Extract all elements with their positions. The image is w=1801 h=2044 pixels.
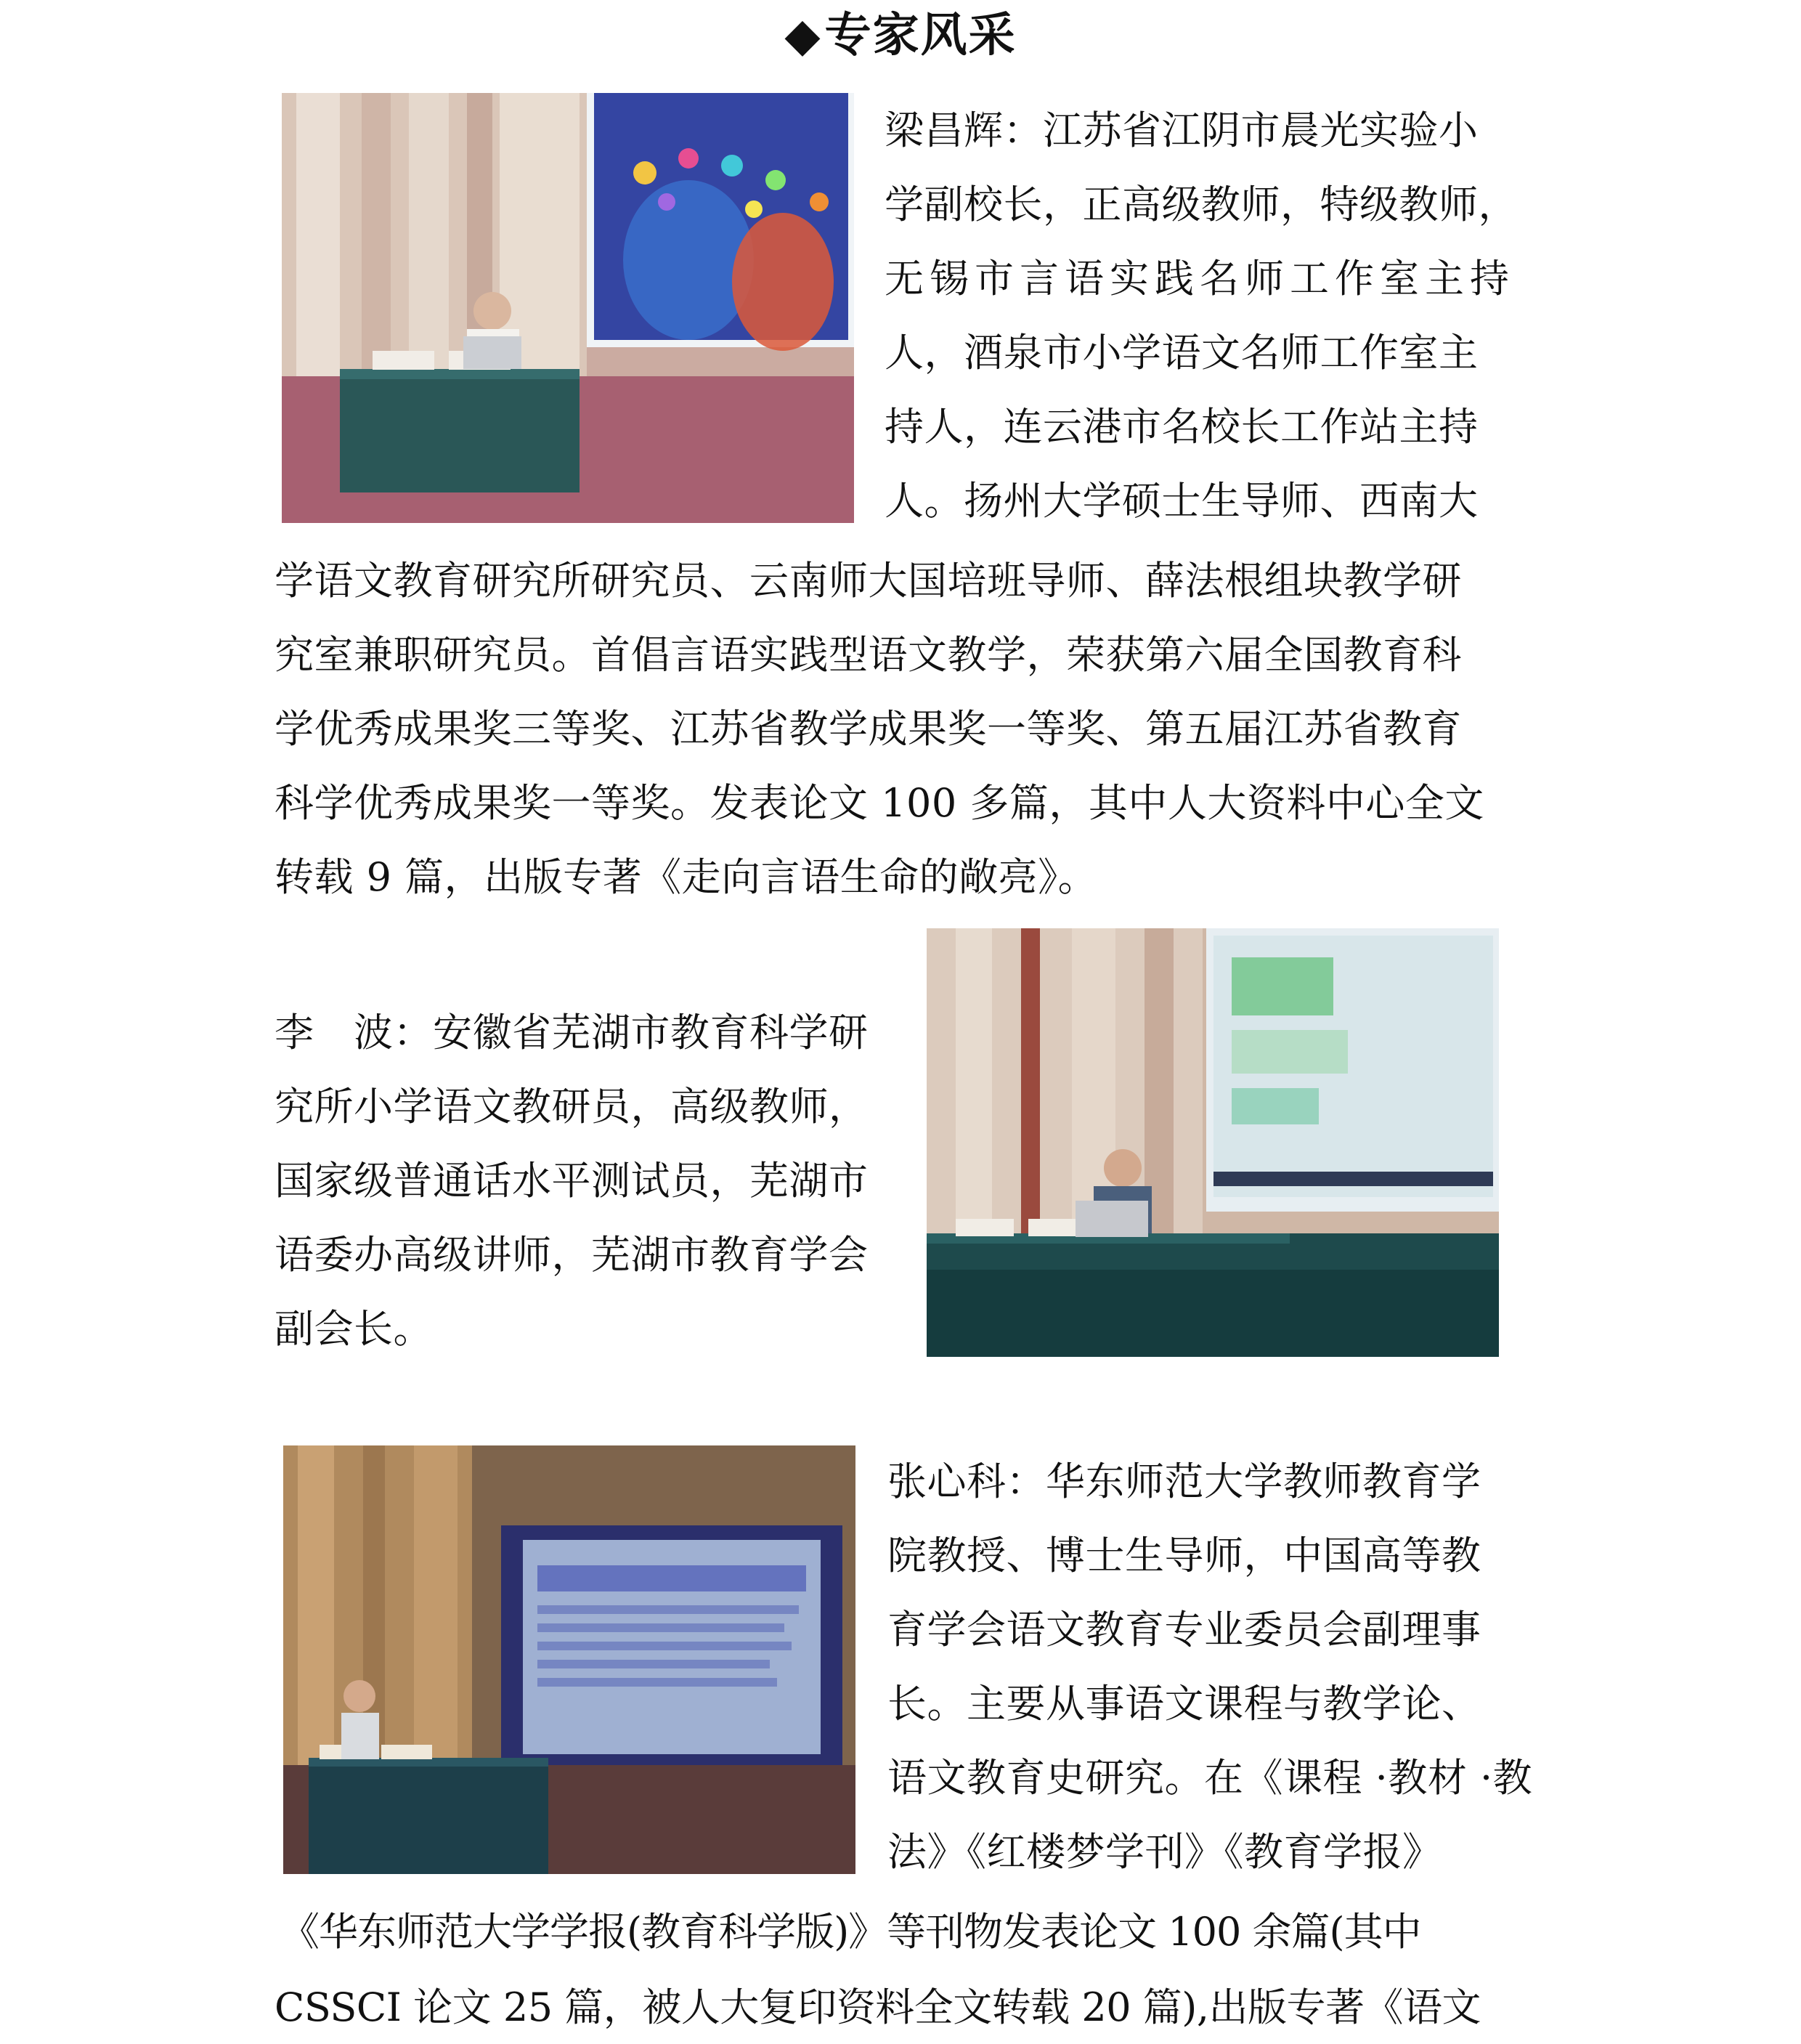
expert-li-line-5: 副会长。 (275, 1306, 433, 1352)
expert-photo-liang (282, 93, 854, 523)
expert-li-line-4: 语委办高级讲师，芜湖市教育学会 (275, 1232, 869, 1278)
expert-li-line-2: 究所小学语文教研员，高级教师， (275, 1084, 869, 1130)
expert-photo-zhang (283, 1445, 855, 1874)
expert-zhang-line-3: 育学会语文教育专业委员会副理事 (887, 1607, 1481, 1652)
expert-zhang-line-6: 法》《红楼梦学刊》《教育学报》 (887, 1829, 1442, 1875)
expert-li-line-3: 国家级普通话水平测试员，芜湖市 (275, 1158, 869, 1204)
expert-liang-line-8: 究室兼职研究员。首倡言语实践型语文教学，荣获第六届全国教育科 (275, 632, 1462, 678)
expert-li-line-1: 李 波：安徽省芜湖市教育科学研 (275, 1010, 869, 1055)
lecture-photo-3 (283, 1445, 855, 1874)
expert-liang-line-1: 梁昌辉：江苏省江阴市晨光实验小 (885, 108, 1479, 153)
expert-zhang-line-5: 语文教育史研究。在《课程 ·教材 ·教 (887, 1755, 1533, 1801)
expert-zhang-line-1: 张心科：华东师范大学教师教育学 (887, 1459, 1481, 1504)
expert-photo-li (927, 928, 1499, 1357)
expert-liang-line-7: 学语文教育研究所研究员、云南师大国培班导师、薛法根组块教学研 (275, 558, 1462, 604)
expert-liang-line-4: 人，酒泉市小学语文名师工作室主 (885, 330, 1479, 376)
expert-liang-line-6: 人。扬州大学硕士生导师、西南大 (885, 478, 1479, 524)
section-title-text: 专家风采 (824, 9, 1017, 62)
expert-liang-line-5: 持人，连云港市名校长工作站主持 (885, 404, 1479, 450)
expert-zhang-line-4: 长。主要从事语文课程与教学论、 (887, 1681, 1481, 1727)
expert-zhang-line-7: 《华东师范大学学报(教育科学版)》等刊物发表论文 100 余篇(其中 (280, 1909, 1421, 1955)
expert-zhang-line-8: CSSCI 论文 25 篇，被人大复印资料全文转载 20 篇),出版专著《语文 (275, 1984, 1481, 2030)
lecture-photo-2 (927, 928, 1499, 1357)
expert-liang-line-11: 转载 9 篇，出版专著《走向言语生命的敞亮》。 (275, 854, 1098, 900)
expert-liang-line-3: 无锡市言语实践名师工作室主持 (885, 256, 1515, 301)
section-title (0, 3, 1801, 68)
diamond-icon: ◆ (784, 9, 822, 62)
expert-liang-line-10: 科学优秀成果奖一等奖。发表论文 100 多篇，其中人大资料中心全文 (275, 780, 1484, 826)
expert-zhang-line-2: 院教授、博士生导师，中国高等教 (887, 1533, 1481, 1578)
lecture-photo-1 (282, 93, 854, 523)
expert-liang-line-9: 学优秀成果奖三等奖、江苏省教学成果奖一等奖、第五届江苏省教育 (275, 706, 1462, 752)
expert-liang-line-2: 学副校长，正高级教师，特级教师， (885, 182, 1518, 227)
